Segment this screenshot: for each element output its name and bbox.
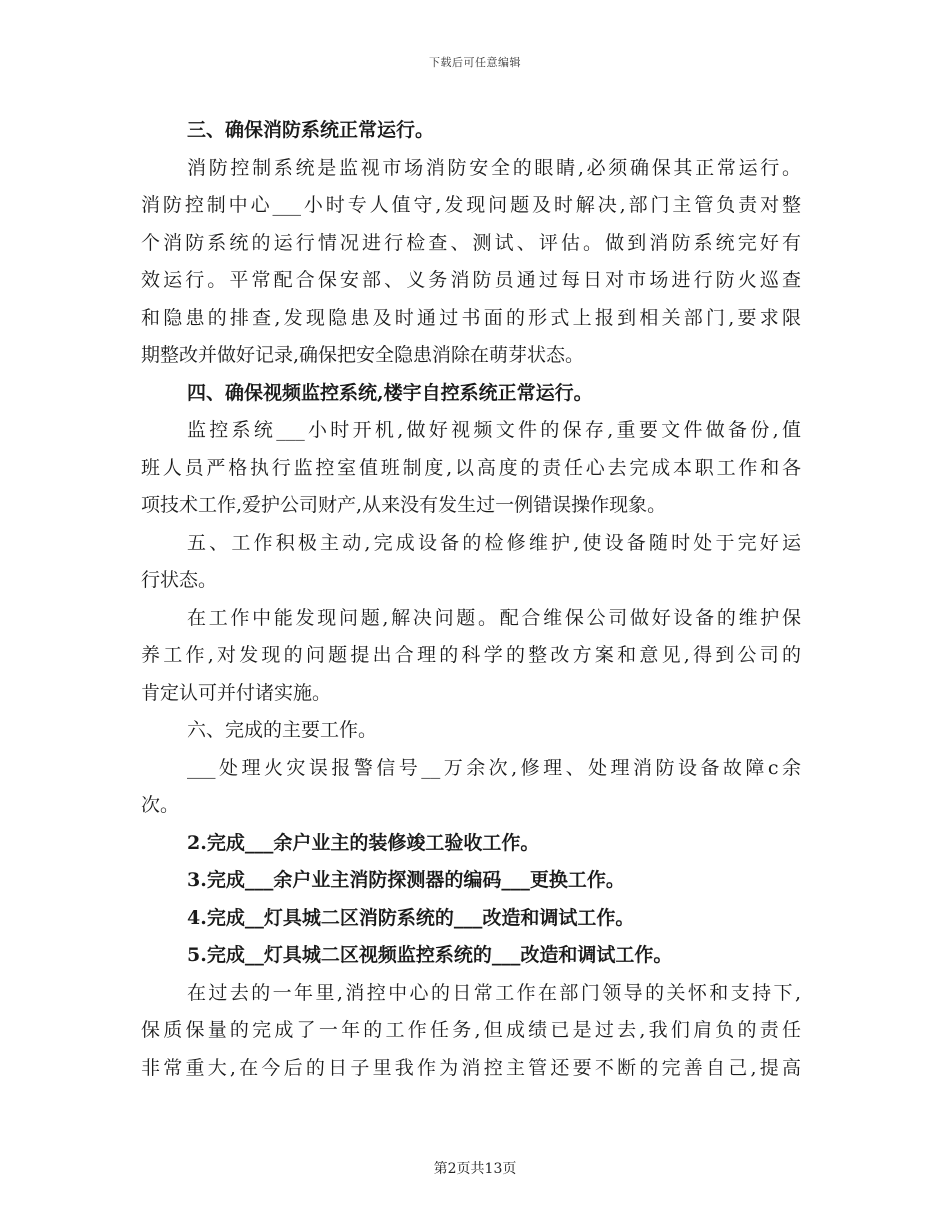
list-item: 2.完成___余户业主的装修竣工验收工作。 (187, 831, 540, 854)
paragraph-line: 班人员严格执行监控室值班制度,以高度的责任心去完成本职工作和各 (141, 456, 801, 479)
list-item: 4.完成__灯具城二区消防系统的___改造和调试工作。 (187, 906, 635, 929)
paragraph-line: 在工作中能发现问题,解决问题。配合维保公司做好设备的维护保 (187, 606, 801, 629)
paragraph-line: 消防控制系统是监视市场消防安全的眼睛,必须确保其正常运行。 (187, 156, 801, 179)
paragraph-line: 行状态。 (141, 569, 218, 591)
paragraph-line: 肯定认可并付诸实施。 (141, 681, 332, 704)
list-item: 次。 (141, 794, 180, 816)
paragraph-line: 监控系统___小时开机,做好视频文件的保存,重要文件做备份,值 (187, 419, 801, 441)
paragraph-line: 个消防系统的运行情况进行检查、测试、评估。做到消防系统完好有 (141, 231, 801, 254)
paragraph-line: 和隐患的排查,发现隐患及时通过书面的形式上报到相关部门,要求限 (141, 306, 801, 329)
page-header: 下载后可任意编辑 (429, 56, 521, 69)
paragraph-line: 非常重大,在今后的日子里我作为消控主管还要不断的完善自己,提高 (141, 1056, 801, 1079)
paragraph-line: 项技术工作,爱护公司财产,从来没有发生过一例错误操作现象。 (141, 494, 667, 516)
paragraph-line: 消防控制中心___小时专人值守,发现问题及时解决,部门主管负责对整 (141, 194, 801, 216)
paragraph-line: 养工作,对发现的问题提出合理的科学的整改方案和意见,得到公司的 (141, 644, 801, 666)
list-item: 5.完成__灯具城二区视频监控系统的___改造和调试工作。 (187, 944, 673, 966)
paragraph-line: 期整改并做好记录,确保把安全隐患消除在萌芽状态。 (141, 344, 585, 366)
section-heading-6: 六、完成的主要工作。 (187, 719, 378, 741)
section-heading-3: 三、确保消防系统正常运行。 (187, 119, 435, 141)
paragraph-line: 保质保量的完成了一年的工作任务,但成绩已是过去,我们肩负的责任 (141, 1019, 801, 1041)
paragraph-line: 在过去的一年里,消控中心的日常工作在部门领导的关怀和支持下, (187, 981, 801, 1004)
page-number: 第2页共13页 (433, 1161, 517, 1177)
list-item: ___处理火灾误报警信号__万余次,修理、处理消防设备故障c余 (187, 756, 801, 779)
list-item: 3.完成___余户业主消防探测器的编码___更换工作。 (187, 869, 625, 891)
paragraph-line: 效运行。平常配合保安部、义务消防员通过每日对市场进行防火巡查 (141, 269, 801, 291)
document-body (141, 112, 801, 1087)
section-heading-4: 四、确保视频监控系统,楼宇自控系统正常运行。 (187, 381, 593, 404)
section-heading-5: 五、工作积极主动,完成设备的检修维护,使设备随时处于完好运 (187, 531, 801, 554)
